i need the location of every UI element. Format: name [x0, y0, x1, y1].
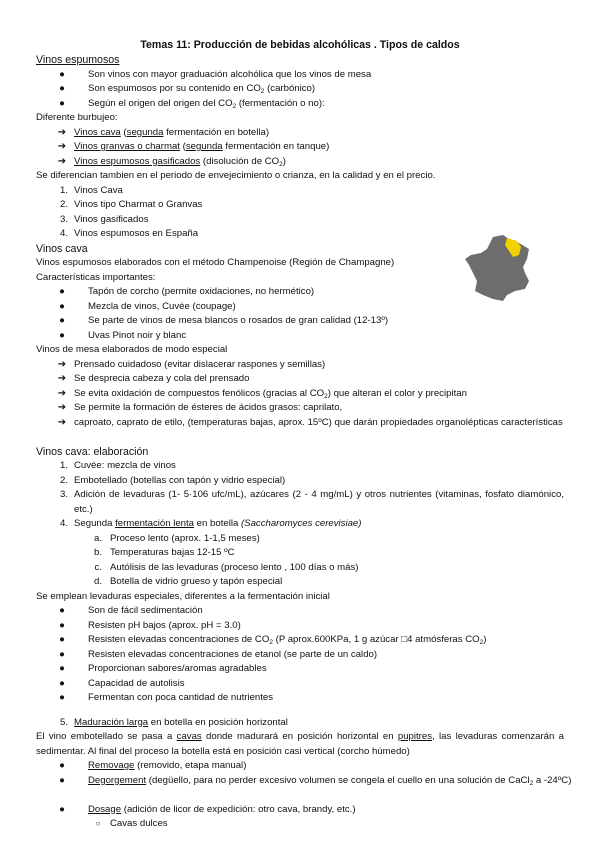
paragraph: Se emplean levaduras especiales, diferentes a la fermentación inicial: [36, 590, 330, 602]
numbered-item: 2. Embotellado (botellas con tapón y vidrio especial): [59, 474, 286, 486]
lettered-item: b. Temperaturas bajas 12-15 ºC: [93, 547, 235, 558]
bullet-item: ● Resisten elevadas concentraciones de $CO_2$ (P aprox.600KPa, 1 g azúcar □4 atmósferas $CO_2$): [36, 633, 564, 648]
paragraph: Vinos de mesa elaborados de modo especial: [36, 344, 228, 355]
page-title: Temas 11: Producción de bebidas alcohólicas . Tipos de caldos: [140, 39, 460, 51]
bullet-icon: ●: [59, 803, 65, 815]
bullet-icon: ●: [59, 692, 65, 703]
bullet-item: ● Fermentan con poca cantidad de nutrientes: [36, 691, 564, 706]
arrow-item: ➔ caproato, caprato de etilo, (temperaturas bajas, aprox. 15ºC) que darán propiedades organolépticas características: [36, 416, 564, 445]
arrow-item: ➔ Se evita oxidación de compuestos fenólicos (gracias al $CO_2$) que alteran el color y precipitan: [57, 387, 467, 400]
document-page: [36, 37, 572, 832]
circle-bullet-icon: ○: [95, 819, 101, 828]
arrow-icon: ➔: [57, 387, 67, 399]
numbered-item: 1. Cuvée: mezcla de vinos: [59, 460, 176, 471]
numbered-item: 3. Vinos gasificados: [59, 213, 149, 225]
bullet-icon: ●: [59, 300, 65, 312]
paragraph: El vino embotellado se pasa a cavas donde madurará en posición horizontal en pupitres, las levaduras comenzarán a sedimentar. Al final del proceso la botella está en posición casi vertical (corcho húmedo): [36, 731, 564, 757]
paragraph: Se diferencian tambien en el periodo de envejecimiento o crianza, en la calidad y en el precio.: [36, 170, 436, 181]
bullet-item: ● Resisten pH bajos (aprox. pH = 3.0): [36, 619, 564, 634]
arrow-icon: ➔: [57, 141, 67, 152]
paragraph: Características importantes:: [36, 271, 156, 283]
bullet-icon: ●: [59, 605, 65, 616]
bullet-icon: ●: [59, 329, 65, 341]
bullet-icon: ●: [59, 68, 65, 80]
arrow-icon: ➔: [57, 416, 67, 428]
bullet-icon: ●: [59, 774, 65, 786]
bullet-icon: ●: [59, 663, 65, 674]
bullet-icon: ●: [59, 760, 65, 771]
heading-elaboracion: Vinos cava: elaboración: [36, 445, 149, 458]
bullet-item: ● Resisten elevadas concentraciones de etanol (se parte de un caldo): [36, 648, 564, 663]
arrow-item: ➔ Vinos granvas o charmat (segunda fermentación en tanque): [36, 140, 564, 155]
numbered-item: 5. Maduración larga en botella en posición horizontal: [59, 716, 288, 728]
numbered-item: 3. Adición de levaduras (1- 5·106 ufc/mL), azúcares (2 - 4 mg/mL) y otros nutrientes (vitaminas, fosfato diamónico, etc.): [59, 489, 564, 515]
bullet-item: ● Tapón de corcho (permite oxidaciones, no hermético): [36, 285, 564, 300]
bullet-item: ● Removage (removido, etapa manual): [36, 759, 564, 774]
arrow-item: ➔ Se permite la formación de ésteres de ácidos grasos: caprilato,: [36, 401, 564, 416]
arrow-icon: ➔: [57, 155, 67, 167]
bullet-item: ● Según el origen del origen del $CO_2$ (fermentación o no):: [36, 97, 564, 112]
arrow-item: ➔ Vinos cava (segunda fermentación en botella): [36, 126, 564, 141]
bullet-item: ● Capacidad de autolisis: [36, 677, 564, 692]
arrow-icon: ➔: [57, 358, 67, 370]
arrow-icon: ➔: [57, 402, 67, 413]
bullet-item: ● Son de fácil sedimentación: [36, 604, 564, 619]
lettered-item: c. Autólisis de las levaduras (proceso lento , 100 días o más): [94, 561, 359, 573]
bullet-item: ● Uvas Pinot noir y blanc: [36, 329, 564, 344]
bullet-icon: ●: [59, 648, 65, 660]
bullet-icon: ●: [59, 677, 65, 689]
lettered-item: a. Proceso lento (aprox. 1-1,5 meses): [93, 532, 260, 544]
bullet-item: ● Mezcla de vinos, Cuvée (coupage): [36, 300, 564, 315]
paragraph: Vinos espumosos elaborados con el método Champenoise (Región de Champagne): [36, 257, 395, 268]
arrow-item: ➔ Se desprecia cabeza y cola del prensado: [36, 372, 564, 387]
arrow-item: ➔ Vinos espumosos gasificados (disolución de $CO_2$): [57, 155, 286, 168]
arrow-item: ➔ Prensado cuidadoso (evitar dislacerar raspones y semillas): [36, 358, 564, 373]
bullet-icon: ●: [59, 619, 65, 631]
numbered-item: 2. Vinos tipo Charmat o Granvas: [59, 199, 203, 210]
numbered-item: 4. Vinos espumosos en España: [59, 228, 199, 239]
bullet-icon: ●: [59, 286, 65, 297]
lettered-item: d. Botella de vidrio grueso y tapón especial: [93, 576, 283, 587]
bullet-item: ● Son vinos con mayor graduación alcohólica que los vinos de mesa: [36, 68, 564, 83]
bullet-icon: ●: [59, 315, 65, 326]
numbered-item: 4. Segunda fermentación lenta en botella (Saccharomyces cerevisiae): [59, 518, 362, 529]
arrow-icon: ➔: [57, 126, 67, 138]
bullet-item: ● Se parte de vinos de mesa blancos o rosados de gran calidad (12-13º): [36, 314, 564, 329]
bullet-icon: ●: [59, 83, 65, 94]
heading-vinos-espumosos: Vinos espumosos: [36, 54, 120, 66]
burbujeo-label: Diferente burbujeo:: [36, 112, 118, 123]
bullet-icon: ●: [59, 97, 65, 109]
arrow-icon: ➔: [57, 373, 67, 384]
bullet-item: ● Son espumosos por su contenido en $CO_2$ (carbónico): [36, 82, 564, 97]
bullet-icon: ●: [59, 634, 65, 645]
sub-bullet-item: ○ Cavas dulces: [36, 817, 564, 832]
france-map-image: [463, 233, 535, 305]
bullet-item: ● Proporcionan sabores/aromas agradables: [36, 662, 564, 677]
heading-vinos-cava: Vinos cava: [36, 242, 88, 255]
numbered-item: 1. Vinos Cava: [59, 184, 123, 196]
bullet-item: ● Degorgement (degüello, para no perder excesivo volumen se congela el cuello en una solución de CaCl$_2$ a -24ºC): [36, 774, 564, 803]
bullet-item: ● Dosage (adición de licor de expedición: otro cava, brandy, etc.): [36, 803, 564, 818]
